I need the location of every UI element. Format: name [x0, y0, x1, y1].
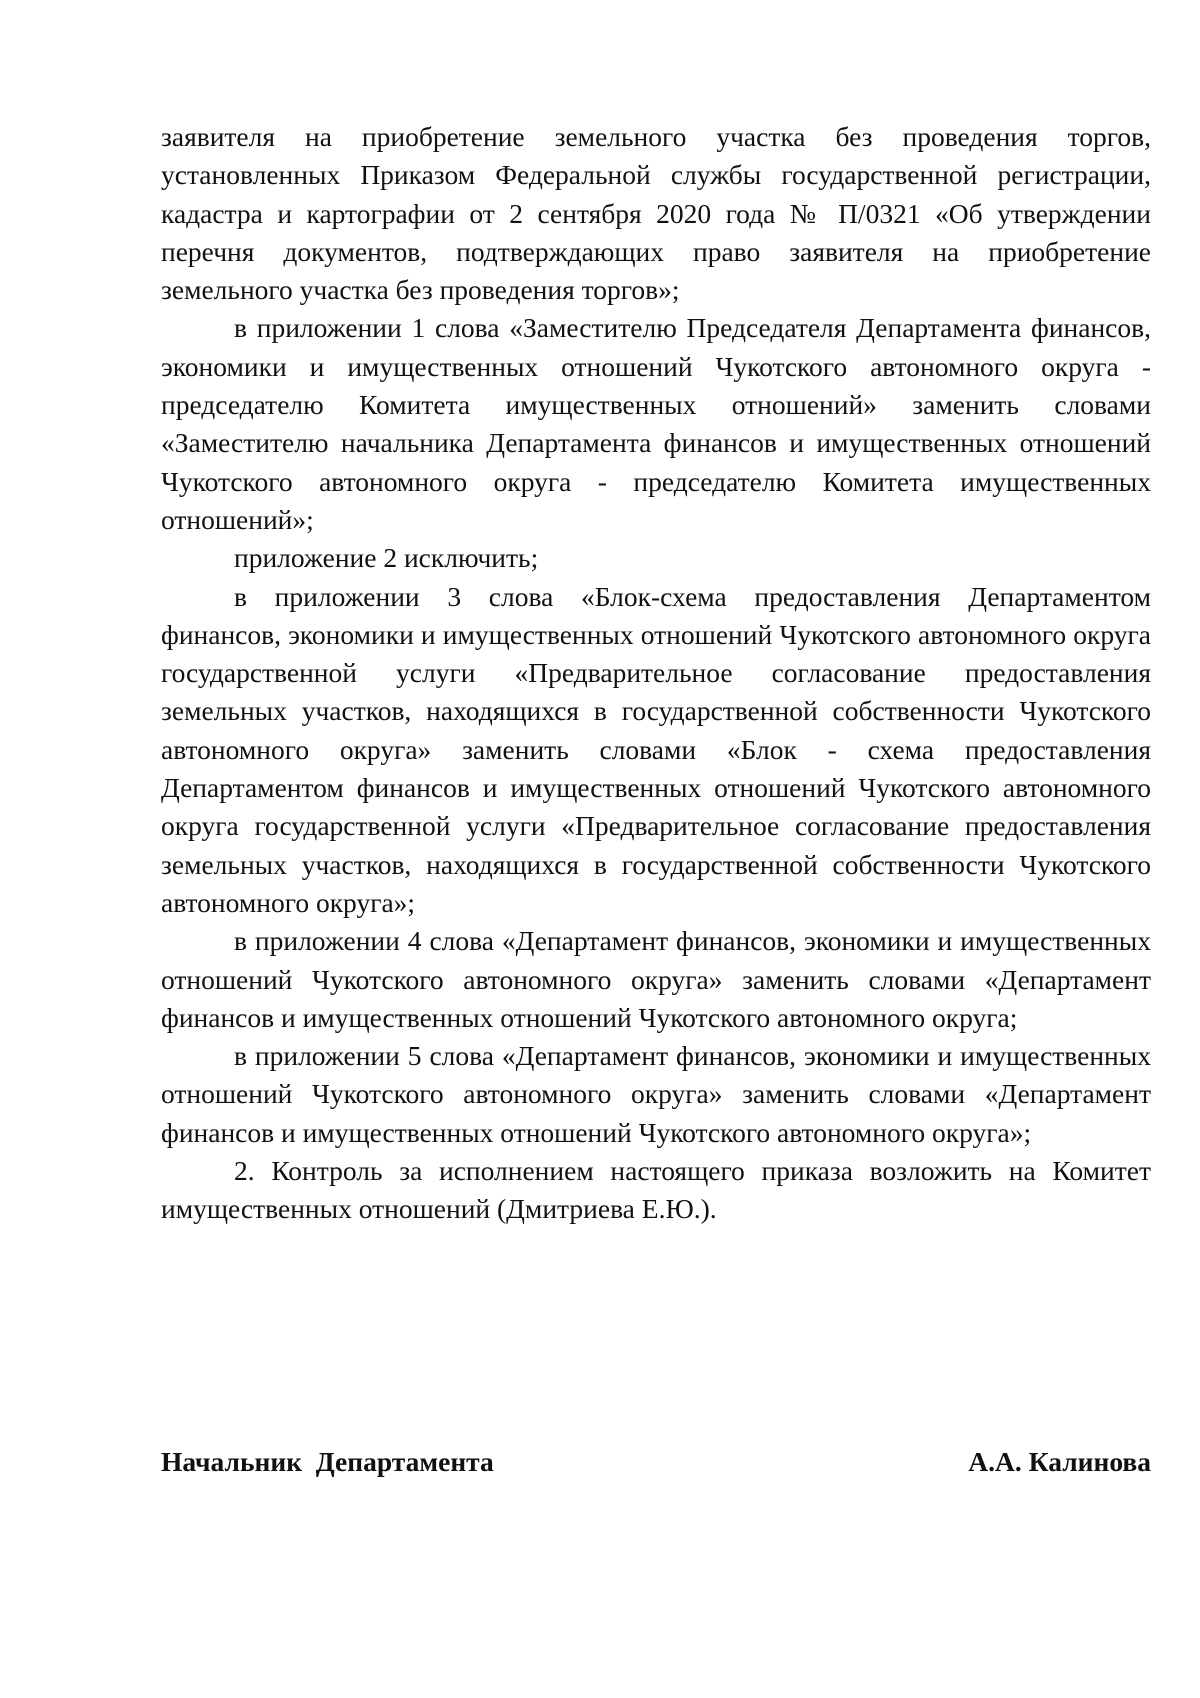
- signature-position: Начальник Департамента: [161, 1446, 494, 1477]
- paragraph-1: заявителя на приобретение земельного участка без проведения торгов, установленных Приказом Федеральной службы государственной регистрации, кадастра и картографии от 2 сентября 2020 года № П/0321 «Об утверждении перечня документов, подтверждающих право заявителя на приобретение земельного участка без проведения торгов»;: [161, 121, 1151, 306]
- signature-block: [161, 1443, 1151, 1481]
- paragraph-3: приложение 2 исключить;: [234, 542, 539, 574]
- paragraph-5: в приложении 4 слова «Департамент финансов, экономики и имущественных отношений Чукотского автономного округа» заменить словами «Департамент финансов и имущественных отношений Чукотского автономного округа;: [161, 925, 1151, 1033]
- paragraph-2: в приложении 1 слова «Заместителю Председателя Департамента финансов, экономики и имущественных отношений Чукотского автономного округа - председателю Комитета имущественных отношений» заменить словами «Заместителю начальника Департамента финансов и имущественных отношений Чукотского автономного округа - председателю Комитета имущественных отношений»;: [161, 312, 1151, 535]
- document-body: [161, 118, 1151, 1229]
- paragraph-4: в приложении 3 слова «Блок-схема предоставления Департаментом финансов, экономики и имущественных отношений Чукотского автономного округа государственной услуги «Предварительное согласование предоставления земельных участков, находящихся в государственной собственности Чукотского автономного округа» заменить словами «Блок - схема предоставления Департаментом финансов и имущественных отношений Чукотского автономного округа государственной услуги «Предварительное согласование предоставления земельных участков, находящихся в государственной собственности Чукотского автономного округа»;: [161, 580, 1151, 918]
- paragraph-7: 2. Контроль за исполнением настоящего приказа возложить на Комитет имущественных отношений (Дмитриева Е.Ю.).: [161, 1155, 1151, 1225]
- paragraph-6: в приложении 5 слова «Департамент финансов, экономики и имущественных отношений Чукотского автономного округа» заменить словами «Департамент финансов и имущественных отношений Чукотского автономного округа»;: [161, 1040, 1151, 1148]
- signature-name: А.А. Калинова: [968, 1446, 1151, 1477]
